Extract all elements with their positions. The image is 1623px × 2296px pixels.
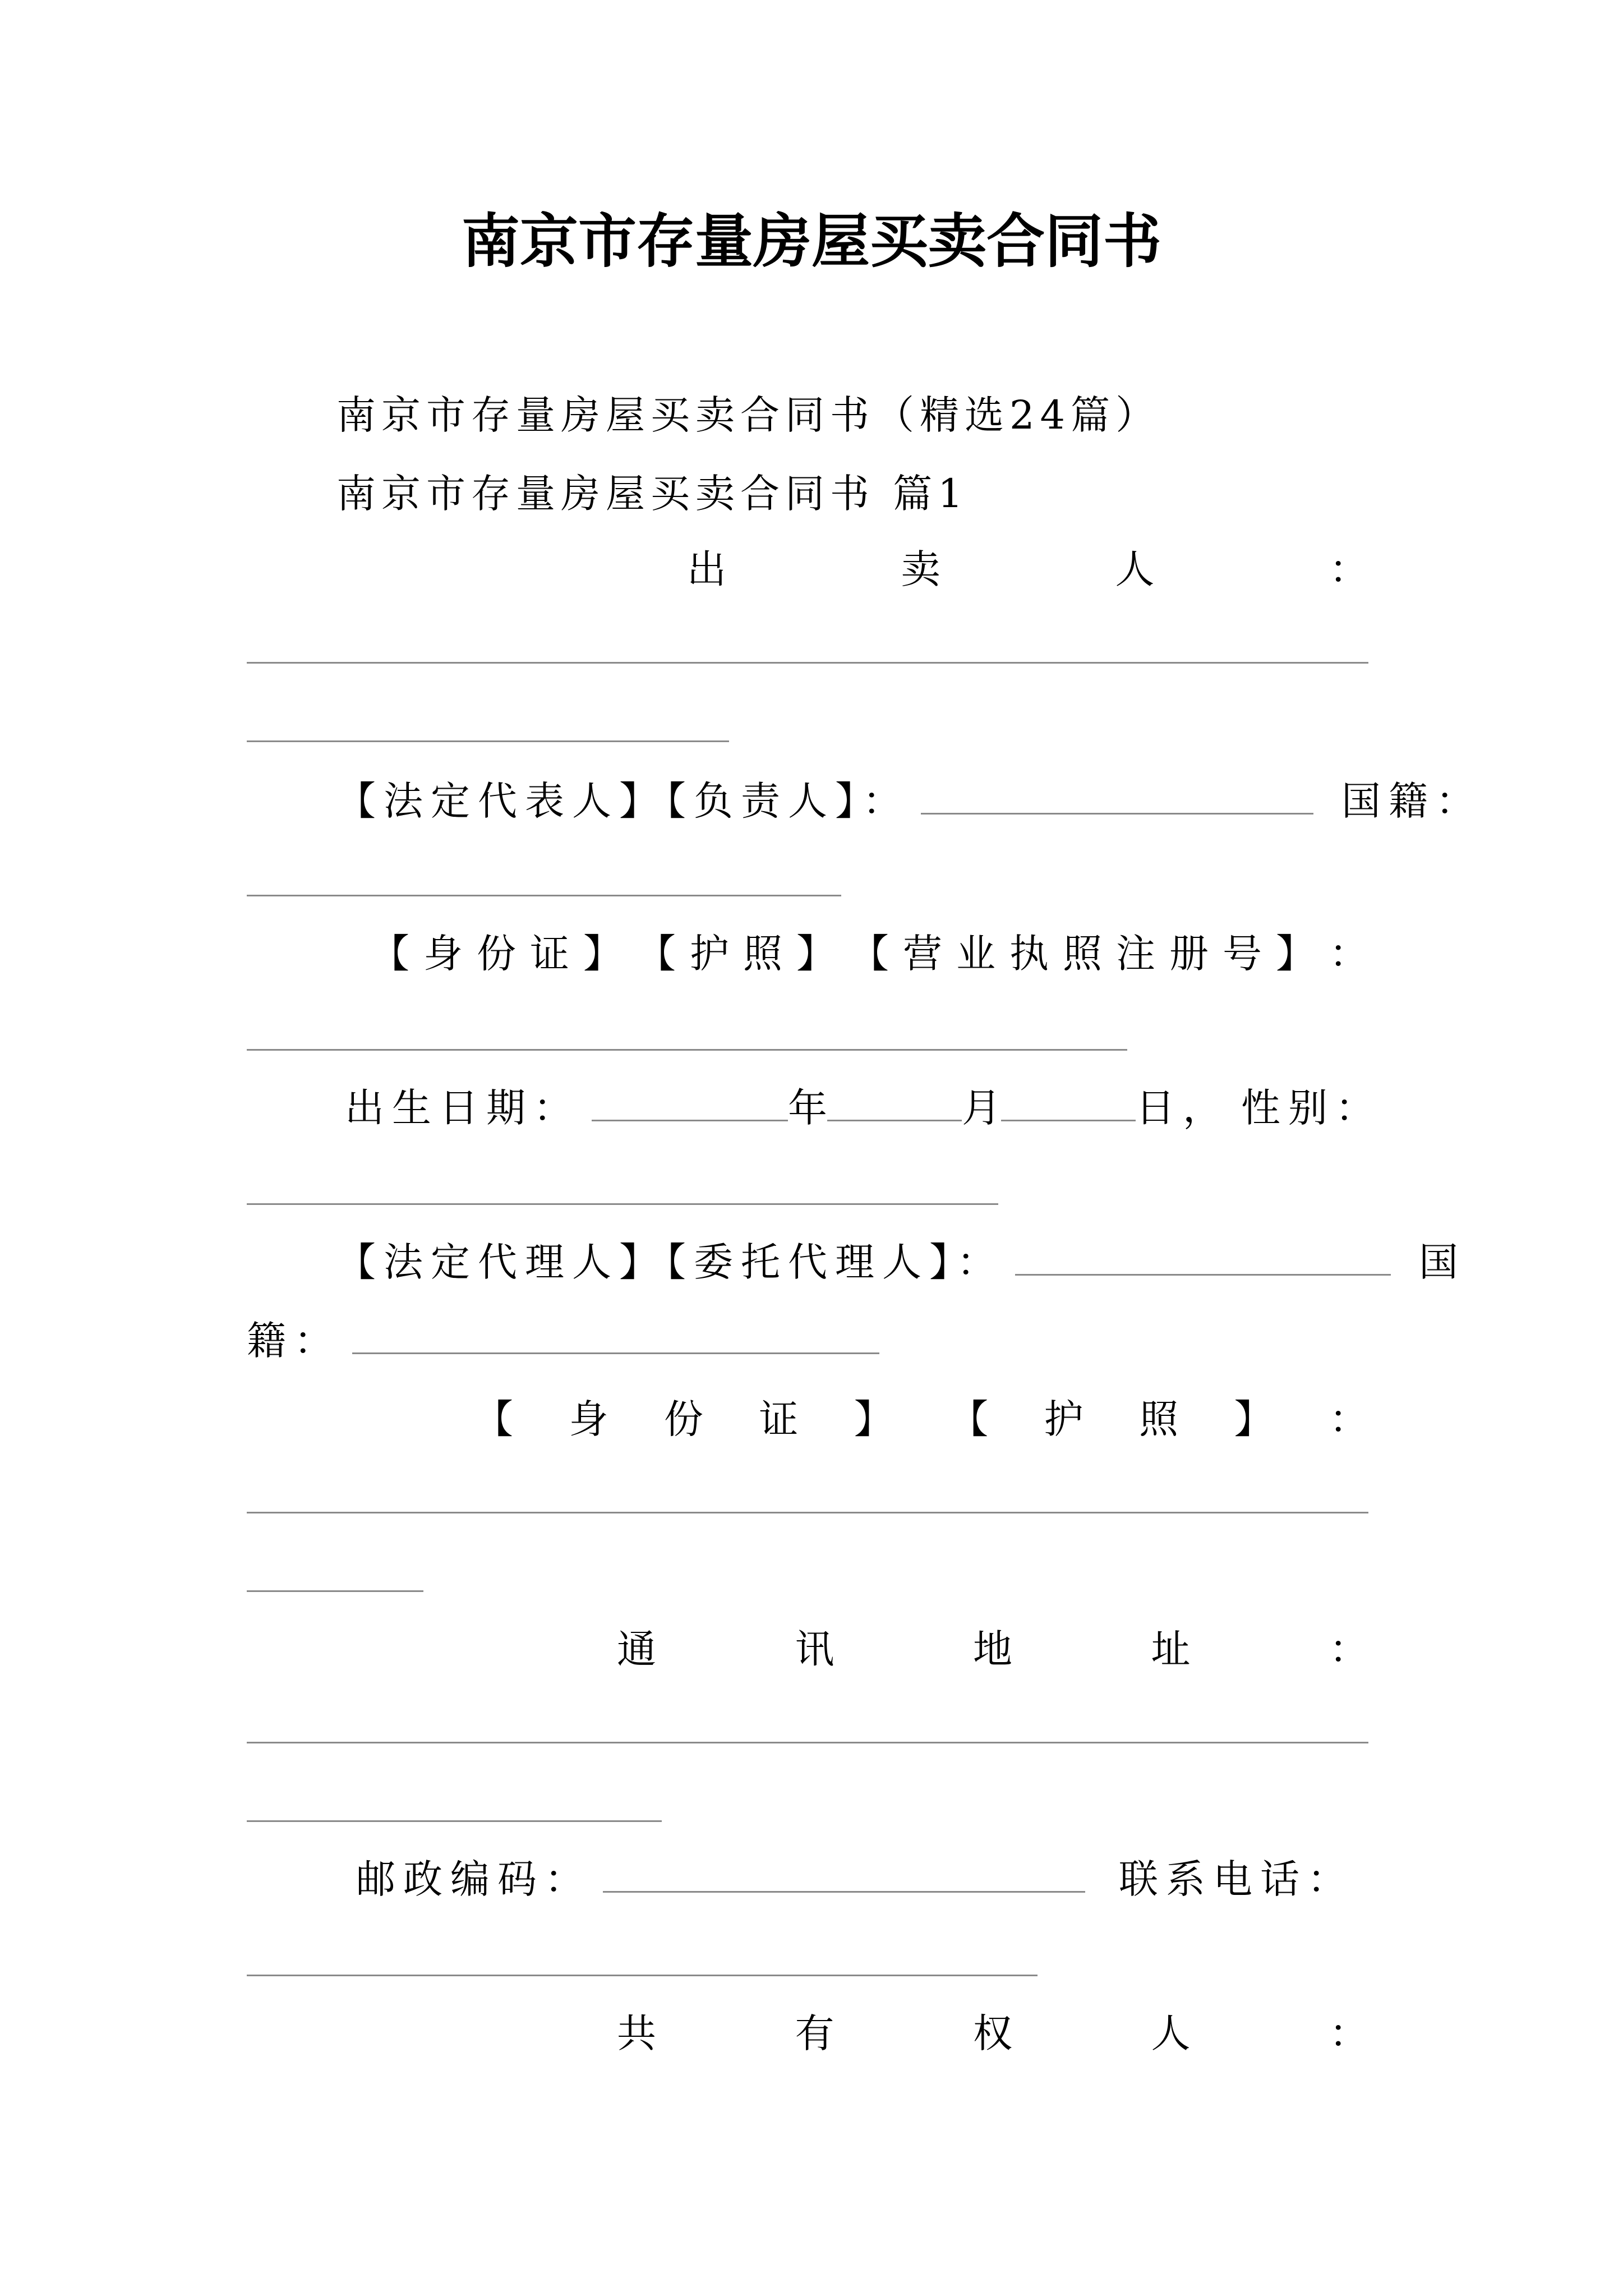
- agent-id-label: [474, 1391, 1368, 1447]
- agent-id-char: 身: [569, 1396, 608, 1442]
- address-char: 址: [1151, 1626, 1191, 1672]
- agent-row: [336, 1234, 1458, 1290]
- id-char: 】: [583, 931, 623, 977]
- id-char: 份: [477, 931, 516, 977]
- section-heading: 南京市存量房屋买卖合同书 篇1: [336, 471, 969, 517]
- birth-year-blank[interactable]: [592, 1086, 788, 1121]
- postal-code-blank[interactable]: [603, 1857, 1085, 1893]
- address-char: 讯: [795, 1626, 834, 1672]
- agent-label: 【法定代理人】【委托代理人】：: [336, 1239, 1004, 1285]
- id-char: 护: [690, 931, 729, 977]
- seller-char: 人: [1115, 546, 1155, 592]
- agent-id-char: 证: [759, 1396, 799, 1442]
- agent-blank[interactable]: [1015, 1240, 1391, 1276]
- co-owner-char: 人: [1151, 2010, 1191, 2056]
- id-char: 营: [903, 931, 942, 977]
- id-char: 】: [796, 931, 836, 977]
- agent-id-char: 护: [1044, 1396, 1083, 1442]
- seller-blank-line-2[interactable]: [247, 740, 729, 742]
- birth-year-label: 年: [788, 1085, 827, 1131]
- seller-label: [687, 541, 1368, 597]
- id-char: 照: [1063, 931, 1102, 977]
- legal-rep-blank[interactable]: [921, 779, 1313, 815]
- agent-id-blank-2[interactable]: [247, 1590, 423, 1592]
- legal-rep-nationality-blank[interactable]: [247, 895, 841, 896]
- postal-code-label: 邮政编码：: [356, 1856, 592, 1902]
- id-char: 【: [637, 931, 676, 977]
- agent-id-char: 【: [949, 1396, 989, 1442]
- agent-id-char: 照: [1139, 1396, 1179, 1442]
- legal-rep-label: 【法定代表人】【负责人】：: [336, 778, 910, 824]
- phone-label: 联系电话：: [1119, 1856, 1354, 1902]
- agent-nationality-row: [247, 1313, 879, 1369]
- id-char: 注: [1116, 931, 1155, 977]
- co-owner-char: ：: [1329, 2010, 1368, 2056]
- document-title: 南京市存量房屋买卖合同书: [461, 207, 1161, 275]
- address-char: 通: [617, 1626, 656, 1672]
- id-license-label: [370, 926, 1368, 982]
- co-owner-char: 共: [617, 2010, 656, 2056]
- gender-label: 性别：: [1241, 1085, 1382, 1131]
- address-label: [617, 1621, 1368, 1677]
- seller-char: 卖: [901, 546, 940, 592]
- address-blank[interactable]: [247, 1742, 1368, 1743]
- postal-phone-row: [356, 1851, 1354, 1907]
- birth-month-label: 月: [962, 1085, 1001, 1131]
- id-char: 】: [1276, 931, 1315, 977]
- legal-rep-row: [336, 773, 1483, 829]
- seller-blank-line[interactable]: [247, 662, 1368, 664]
- co-owner-char: 有: [795, 2010, 834, 2056]
- phone-blank[interactable]: [247, 1975, 1038, 1976]
- address-char: ：: [1329, 1626, 1368, 1672]
- id-char: ：: [1329, 931, 1368, 977]
- address-char: 地: [973, 1626, 1012, 1672]
- agent-id-char: 】: [1234, 1396, 1274, 1442]
- id-char: 【: [850, 931, 889, 977]
- id-char: 【: [370, 931, 409, 977]
- gender-blank[interactable]: [247, 1203, 998, 1205]
- co-owner-char: 权: [973, 2010, 1012, 2056]
- id-license-blank[interactable]: [247, 1049, 1127, 1051]
- birth-day-label: 日，: [1136, 1085, 1230, 1131]
- id-char: 证: [530, 931, 569, 977]
- agent-nationality-label-1: 国: [1419, 1239, 1458, 1285]
- agent-id-char: 份: [663, 1396, 703, 1442]
- agent-id-blank[interactable]: [247, 1512, 1368, 1513]
- id-char: 执: [1009, 931, 1049, 977]
- id-char: 号: [1223, 931, 1262, 977]
- legal-rep-nationality-label: 国籍：: [1341, 778, 1483, 824]
- agent-nationality-blank[interactable]: [352, 1319, 879, 1354]
- seller-char: 出: [687, 546, 726, 592]
- birth-month-blank[interactable]: [827, 1086, 962, 1121]
- subtitle: 南京市存量房屋买卖合同书（精选24篇）: [336, 392, 1161, 438]
- seller-char: ：: [1329, 546, 1368, 592]
- birth-date-label: 出生日期：: [345, 1085, 580, 1131]
- id-char: 身: [423, 931, 463, 977]
- agent-nationality-label-2: 籍：: [247, 1318, 341, 1364]
- agent-id-char: 】: [854, 1396, 893, 1442]
- agent-id-char: ：: [1329, 1396, 1368, 1442]
- co-owner-label: [617, 2005, 1368, 2062]
- agent-id-char: 【: [474, 1396, 513, 1442]
- id-char: 照: [743, 931, 782, 977]
- address-blank-2[interactable]: [247, 1820, 662, 1822]
- birth-day-blank[interactable]: [1001, 1086, 1136, 1121]
- id-char: 册: [1169, 931, 1209, 977]
- id-char: 业: [956, 931, 995, 977]
- birth-date-row: [345, 1080, 1382, 1136]
